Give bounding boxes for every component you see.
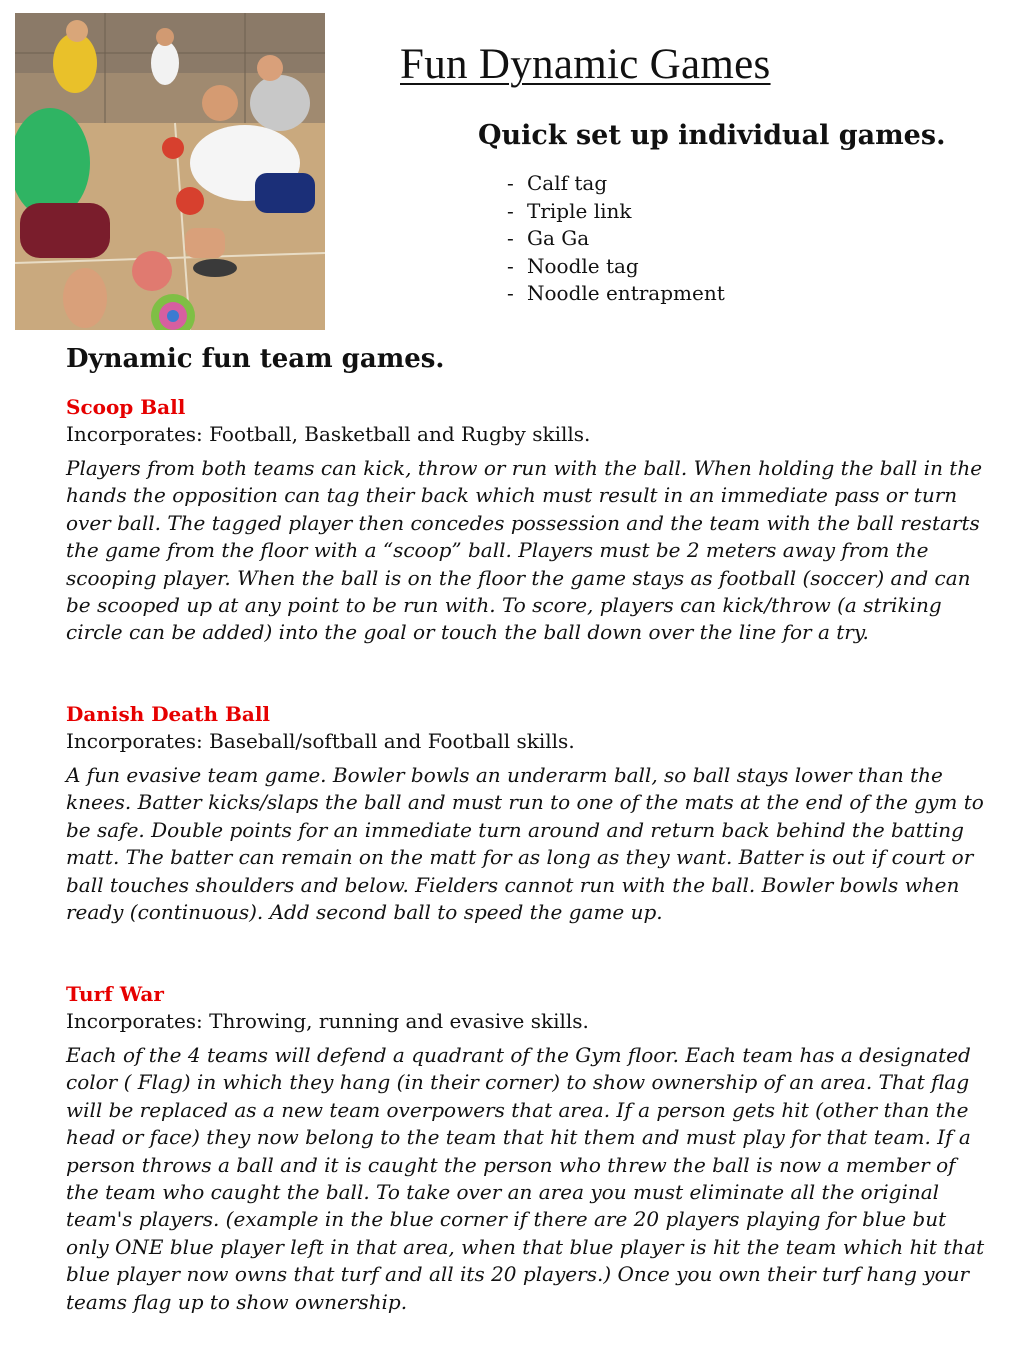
list-item-label: Noodle tag	[527, 253, 639, 278]
gym-photo-illustration	[15, 13, 325, 330]
game-title: Turf War	[66, 982, 164, 1006]
game-description: A fun evasive team game. Bowler bowls an underarm ball, so ball stays lower than the knees. Batter kicks/slaps the ball and must run to one of the mats at the end of the gym to be safe. Double points for an immediate turn around and return back behind the batting matt. The batter can remain on the matt for as long as they want. Batter is out if court or ball touches shoulders and below. Fielders cannot run with the ball. Bowler bowls when ready (continuous). Add second ball to speed the game up.	[66, 763, 984, 925]
list-item	[507, 280, 725, 308]
game-scoop-ball	[66, 394, 991, 647]
dash-bullet: -	[507, 253, 514, 278]
list-item-label: Noodle entrapment	[527, 281, 725, 305]
dash-bullet: -	[507, 281, 514, 305]
dash-bullet: -	[507, 171, 514, 195]
list-item	[507, 198, 725, 226]
game-title: Danish Death Ball	[66, 702, 271, 726]
game-title: Scoop Ball	[66, 395, 186, 419]
individual-games-list	[507, 170, 725, 308]
gym-photo	[15, 13, 325, 330]
individual-games-heading: Quick set up individual games.	[478, 120, 946, 151]
game-skills: Incorporates: Football, Basketball and Rugby skills.	[66, 422, 591, 446]
list-item	[507, 170, 725, 198]
game-description: Players from both teams can kick, throw or run with the ball. When holding the ball in the hands the opposition can tag their back which must result in an immediate pass or turn over ball. The tagged player then concedes possession and the team with the ball restarts the game from the floor with a “scoop” ball. Players must be 2 meters away from the scooping player. When the ball is on the floor the game stays as football (soccer) and can be scooped up at any point to be run with. To score, players can kick/throw (a striking circle can be added) into the goal or touch the ball down over the line for a try.	[66, 456, 983, 645]
list-item	[507, 225, 725, 253]
game-turf-war	[66, 981, 991, 1316]
page-title: Fun Dynamic Games	[400, 41, 771, 88]
dash-bullet: -	[507, 226, 514, 250]
dash-bullet: -	[507, 198, 514, 223]
game-description: Each of the 4 teams will defend a quadrant of the Gym floor. Each team has a designated color ( Flag) in which they hang (in their corner) to show ownership of an area. That flag will be replaced as a new team overpowers that area. If a person gets hit (other than the head or face) they now belong to the team that hit them and must play for that team. If a person throws a ball and it is caught the person who threw the ball is now a member of the team who caught the ball. To take over an area you must eliminate all the original team's players. (example in the blue corner if there are 20 players playing for blue but only ONE blue player left in that area, when that blue player is hit the team which hit that blue player now owns that turf and all its 20 players.) Once you own their turf hang your teams flag up to show ownership.	[66, 1043, 985, 1314]
list-item-label: Triple link	[527, 198, 632, 223]
game-skills: Incorporates: Throwing, running and evasive skills.	[66, 1009, 589, 1033]
list-item	[507, 253, 725, 281]
team-games-heading: Dynamic fun team games.	[66, 344, 445, 374]
game-skills: Incorporates: Baseball/softball and Football skills.	[66, 729, 575, 753]
list-item-label: Calf tag	[527, 171, 608, 195]
game-danish-death-ball	[66, 701, 991, 926]
list-item-label: Ga Ga	[527, 226, 590, 250]
